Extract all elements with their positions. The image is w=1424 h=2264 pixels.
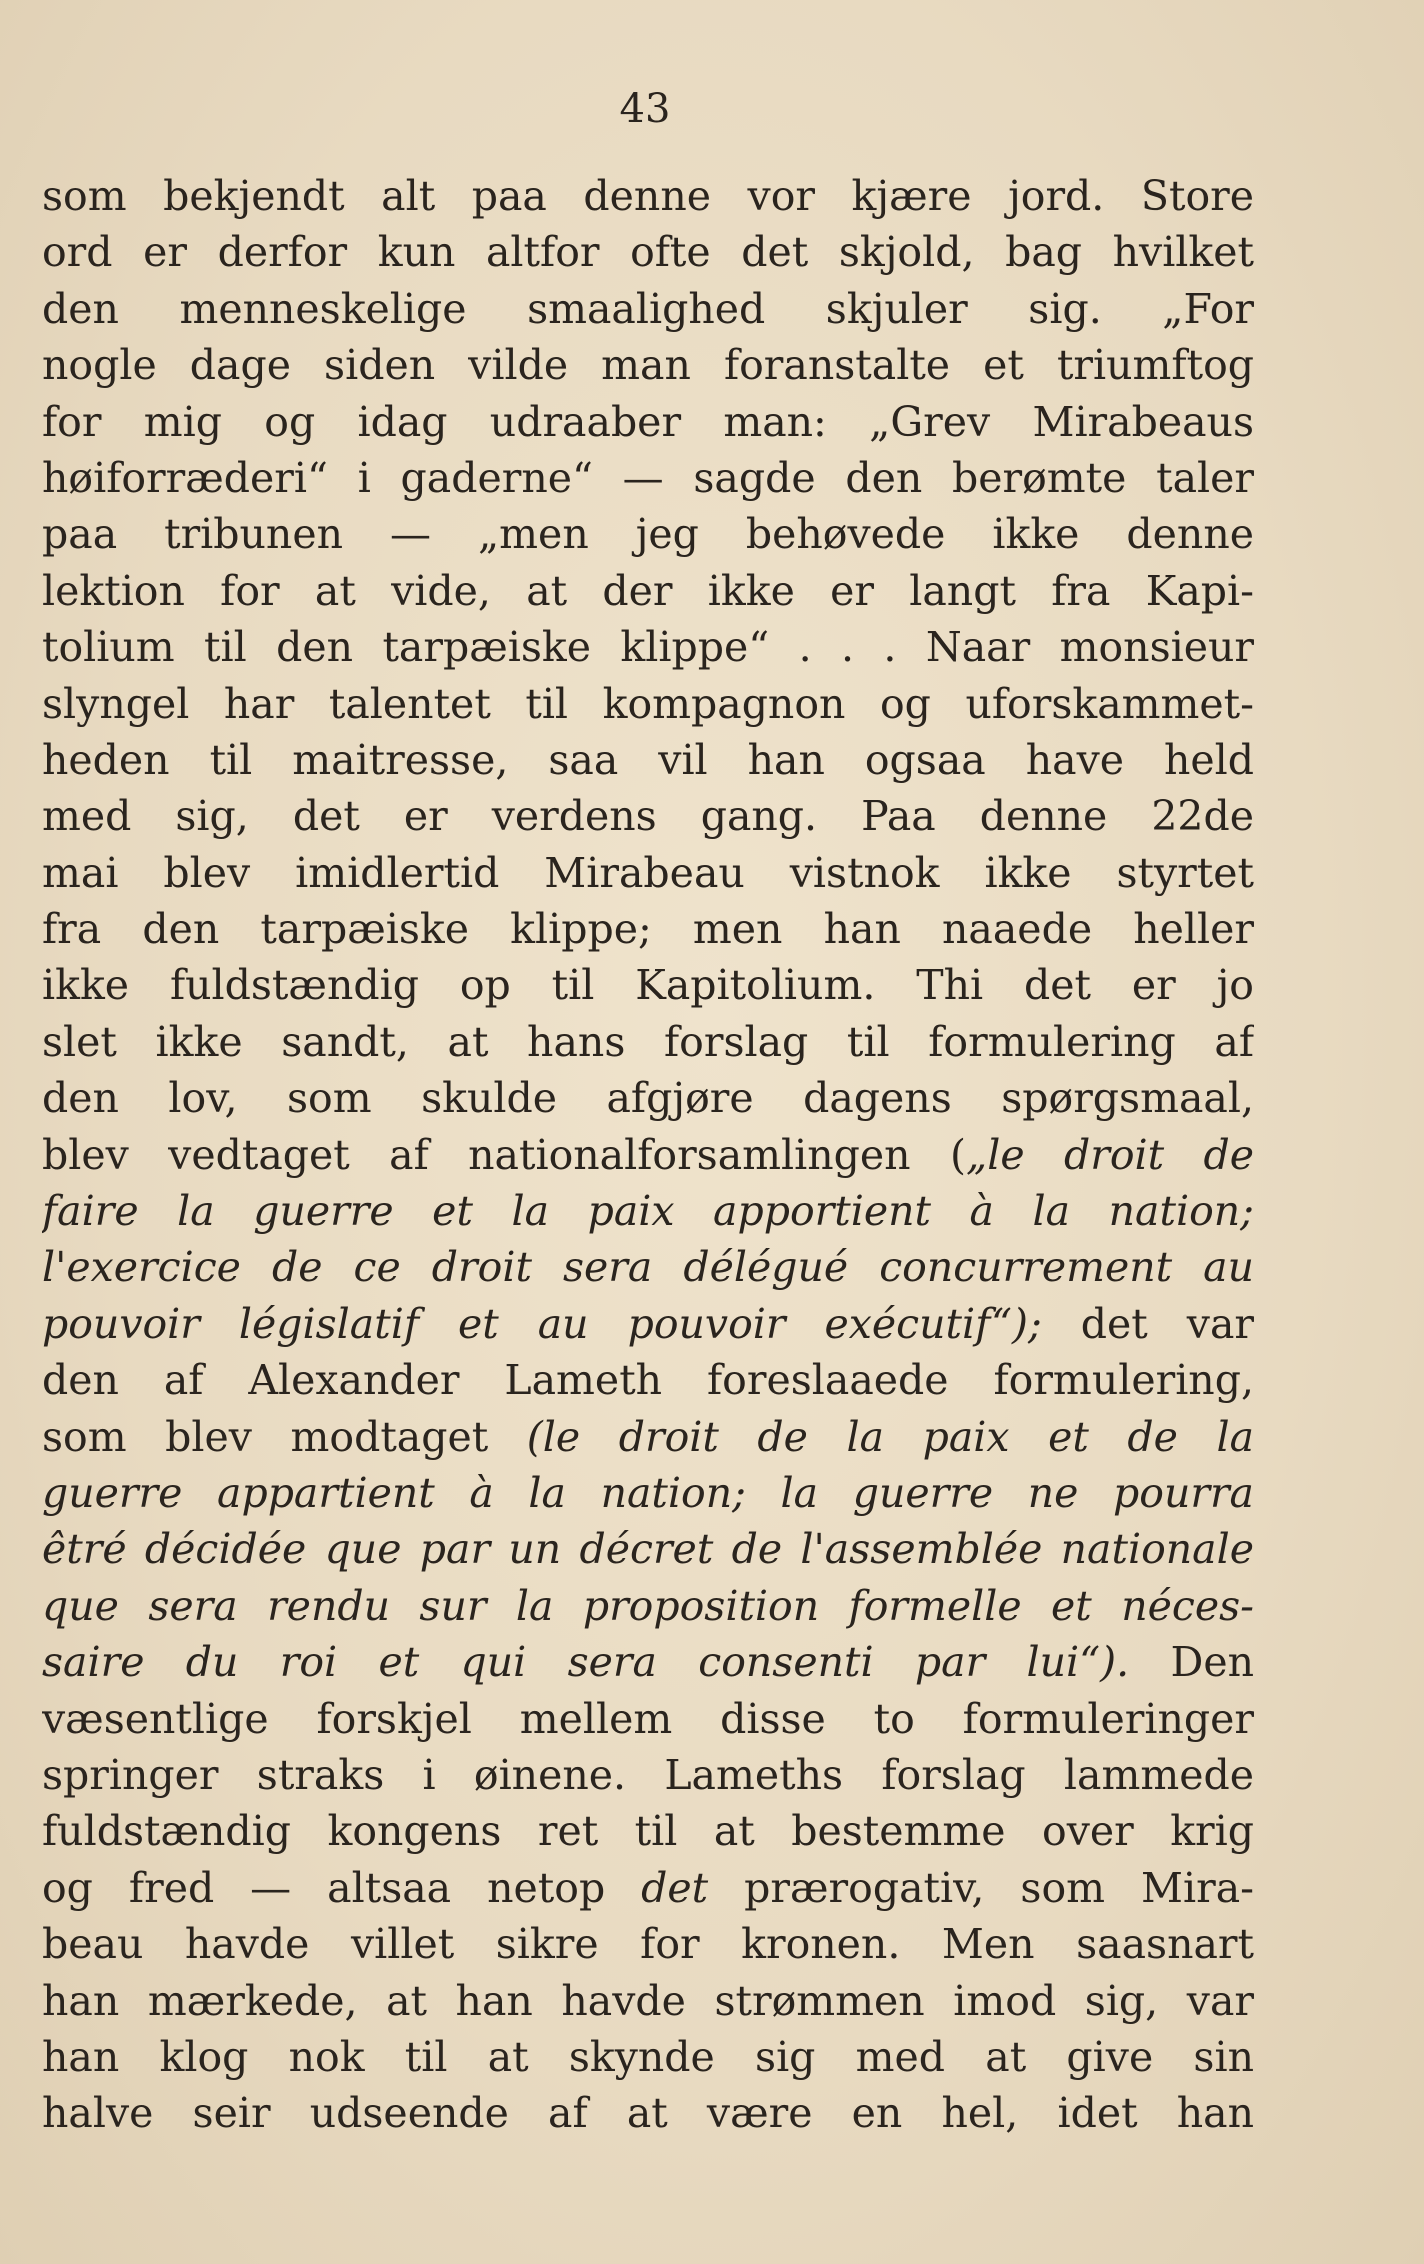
text-segment: tolium til den tarpæiske klippe“ . . . Naar monsieur	[42, 623, 1254, 672]
text-line	[42, 1409, 1254, 1465]
italic-text: faire la guerre et la paix apportient à la nation;	[42, 1187, 1254, 1236]
text-line	[42, 1860, 1254, 1916]
text-segment: for mig og idag udraaber man: „Grev Mirabeaus	[42, 397, 1254, 446]
text-segment: lektion for at vide, at der ikke er langt fra Kapi-	[42, 566, 1254, 615]
text-line	[42, 676, 1254, 732]
text-line	[42, 1465, 1254, 1521]
text-line	[42, 1747, 1254, 1803]
text-segment: nogle dage siden vilde man foranstalte et triumftog	[42, 341, 1254, 390]
text-segment: og fred — altsaa netop	[42, 1863, 642, 1912]
text-segment: halve seir udseende af at være en hel, idet han	[42, 2089, 1254, 2138]
text-line	[42, 2029, 1254, 2085]
text-segment: den menneskelige smaalighed skjuler sig. „For	[42, 284, 1254, 333]
text-segment: springer straks i øinene. Lameths forslag lammede	[42, 1750, 1254, 1799]
text-line	[42, 957, 1254, 1013]
text-line	[42, 732, 1254, 788]
text-segment: mai blev imidlertid Mirabeau vistnok ikke styrtet	[42, 848, 1254, 897]
text-line	[42, 1127, 1254, 1183]
italic-text: „le droit de	[965, 1130, 1254, 1179]
italic-text: pouvoir législatif et au pouvoir exécutif“);	[42, 1299, 1042, 1348]
text-segment: den af Alexander Lameth foreslaaede formulering,	[42, 1356, 1254, 1405]
italic-text: l'exercice de ce droit sera délégué concurrement au	[42, 1243, 1254, 1292]
text-line	[42, 563, 1254, 619]
text-line	[42, 1239, 1254, 1295]
text-line	[42, 337, 1254, 393]
text-segment: slet ikke sandt, at hans forslag til formulering af	[42, 1017, 1254, 1066]
text-segment: den lov, som skulde afgjøre dagens spørgsmaal,	[42, 1074, 1254, 1123]
italic-text: det	[641, 1863, 709, 1912]
text-segment: høiforræderi“ i gaderne“ — sagde den berømte taler	[42, 453, 1254, 502]
text-line	[42, 224, 1254, 280]
text-line	[42, 394, 1254, 450]
text-segment: beau havde villet sikre for kronen. Men saasnart	[42, 1920, 1254, 1969]
text-segment: væsentlige forskjel mellem disse to formuleringer	[42, 1694, 1254, 1743]
text-line	[42, 2085, 1254, 2141]
italic-text: êtré décidée que par un décret de l'assemblée nationale	[42, 1525, 1254, 1574]
text-line	[42, 1352, 1254, 1408]
text-line	[42, 619, 1254, 675]
text-line	[42, 450, 1254, 506]
text-line	[42, 1014, 1254, 1070]
text-segment: prærogativ, som Mira-	[708, 1863, 1254, 1912]
italic-text: (le droit de la paix et de la	[526, 1412, 1254, 1461]
text-line	[42, 1973, 1254, 2029]
text-segment: heden til maitresse, saa vil han ogsaa have held	[42, 735, 1254, 784]
text-segment: fuldstændig kongens ret til at bestemme over krig	[42, 1807, 1254, 1856]
text-line	[42, 901, 1254, 957]
text-segment: paa tribunen — „men jeg behøvede ikke denne	[42, 510, 1254, 559]
page-number: 43	[619, 86, 671, 132]
text-segment: som bekjendt alt paa denne vor kjære jord. Store	[42, 172, 1254, 220]
text-line	[42, 1070, 1254, 1126]
text-segment: ord er derfor kun altfor ofte det skjold, bag hvilket	[42, 228, 1254, 277]
text-segment: slyngel har talentet til kompagnon og uforskammet-	[42, 679, 1254, 728]
text-segment: som blev modtaget	[42, 1412, 527, 1461]
text-line	[42, 1296, 1254, 1352]
text-segment: blev vedtaget af nationalforsamlingen (	[42, 1130, 966, 1179]
body-text	[42, 168, 1254, 2142]
text-segment: fra den tarpæiske klippe; men han naaede heller	[42, 905, 1254, 954]
text-segment: ikke fuldstændig op til Kapitolium. Thi det er jo	[42, 961, 1254, 1010]
italic-text: saire du roi et qui sera consenti par lui“).	[42, 1638, 1130, 1687]
text-line	[42, 1916, 1254, 1972]
text-segment: han mærkede, at han havde strømmen imod sig, var	[42, 1976, 1254, 2025]
italic-text: que sera rendu sur la proposition formelle et néces-	[42, 1581, 1254, 1630]
text-line	[42, 168, 1254, 224]
text-segment: det var	[1041, 1299, 1254, 1348]
text-line	[42, 1521, 1254, 1577]
text-line	[42, 506, 1254, 562]
text-line	[42, 1634, 1254, 1690]
text-segment: han klog nok til at skynde sig med at give sin	[42, 2032, 1254, 2081]
text-line	[42, 1691, 1254, 1747]
text-line	[42, 281, 1254, 337]
text-segment: Den	[1129, 1638, 1254, 1687]
text-line	[42, 788, 1254, 844]
text-line	[42, 845, 1254, 901]
text-line	[42, 1803, 1254, 1859]
text-line	[42, 1578, 1254, 1634]
text-segment: med sig, det er verdens gang. Paa denne 22de	[42, 792, 1254, 841]
italic-text: guerre appartient à la nation; la guerre ne pourra	[42, 1468, 1254, 1517]
text-line	[42, 1183, 1254, 1239]
